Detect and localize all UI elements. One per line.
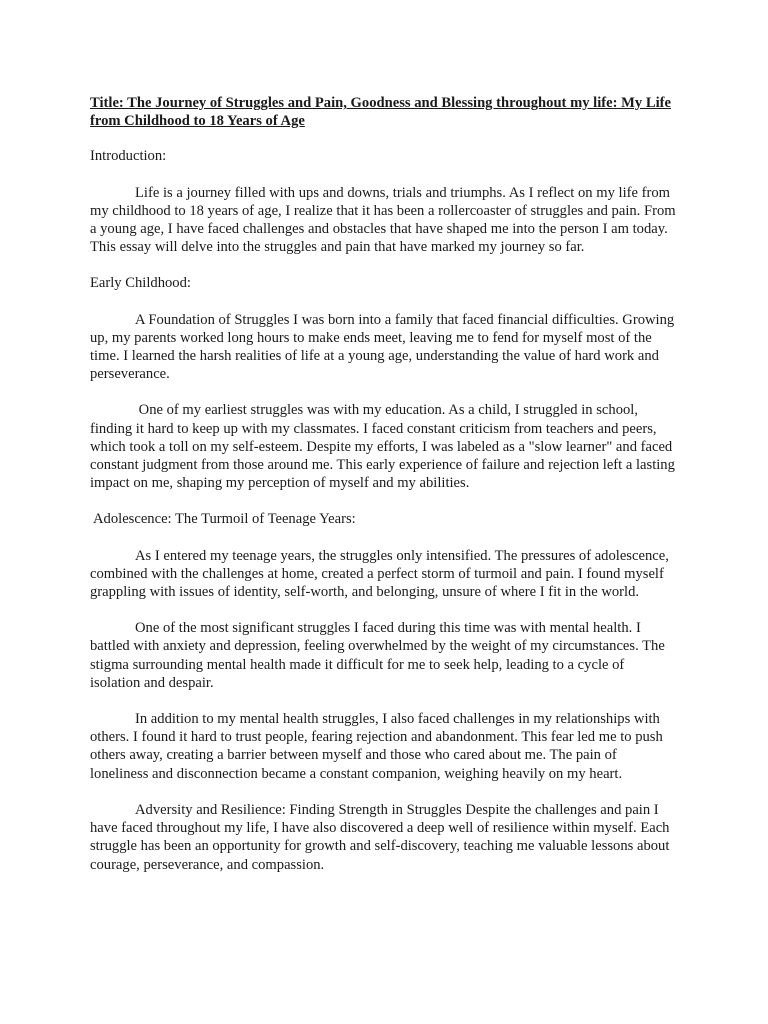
paragraph-education-struggles: One of my earliest struggles was with my education. As a child, I struggled in school, finding it hard to keep up with my classmates. I faced constant criticism from teachers and peers, which took a toll on my self-esteem. Despite my efforts, I was labeled as a "slow learner" and faced constant judgment from those around me. This early experience of failure and rejection left a lasting impact on me, shaping my perception of myself and my abilities. bbox=[90, 402, 679, 492]
section-heading-early-childhood: Early Childhood: bbox=[90, 275, 191, 292]
paragraph-relationships: In addition to my mental health struggles, I also faced challenges in my relationships with others. I found it hard to trust people, fearing rejection and abandonment. This fear led me to push others away, creating a barrier between myself and those who cared about me. The pain of loneliness and disconnection became a constant companion, weighing heavily on my heart. bbox=[90, 711, 663, 782]
paragraph-foundation-of-struggles: A Foundation of Struggles I was born into a family that faced financial difficulties. Growing up, my parents worked long hours to make ends meet, leaving me to fend for myself most of the time. I learned the harsh realities of life at a young age, understanding the value of hard work and perseverance. bbox=[90, 311, 675, 383]
section-heading-adolescence: Adolescence: The Turmoil of Teenage Years: bbox=[93, 511, 356, 528]
section-heading-introduction: Introduction: bbox=[90, 148, 167, 165]
document-title: Title: The Journey of Struggles and Pain, Goodness and Blessing throughout my life: My Life from Childhood to 18 Years of Age bbox=[90, 95, 671, 130]
paragraph-introduction: Life is a journey filled with ups and downs, trials and triumphs. As I reflect on my life from my childhood to 18 years of age, I realize that it has been a rollercoaster of struggles and pain. From a young age, I have faced challenges and obstacles that have shaped me into the person I am today. This essay will delve into the struggles and pain that have marked my journey so far. bbox=[90, 184, 676, 256]
paragraph-adversity-resilience: Adversity and Resilience: Finding Strength in Struggles Despite the challenges and pain I have faced throughout my life, I have also discovered a deep well of resilience within myself. Each struggle has been an opportunity for growth and self-discovery, teaching me valuable lessons about courage, perseverance, and compassion. bbox=[90, 801, 670, 873]
document-page bbox=[90, 94, 678, 892]
paragraph-mental-health: One of the most significant struggles I faced during this time was with mental health. I battled with anxiety and depression, feeling overwhelmed by the weight of my circumstances. The stigma surrounding mental health made it difficult for me to seek help, leading to a cycle of isolation and despair. bbox=[90, 620, 665, 691]
paragraph-teenage-years: As I entered my teenage years, the struggles only intensified. The pressures of adolescence, combined with the challenges at home, created a perfect storm of turmoil and pain. I found myself grappling with issues of identity, self-worth, and belonging, unsure of where I fit in the world. bbox=[90, 547, 669, 601]
